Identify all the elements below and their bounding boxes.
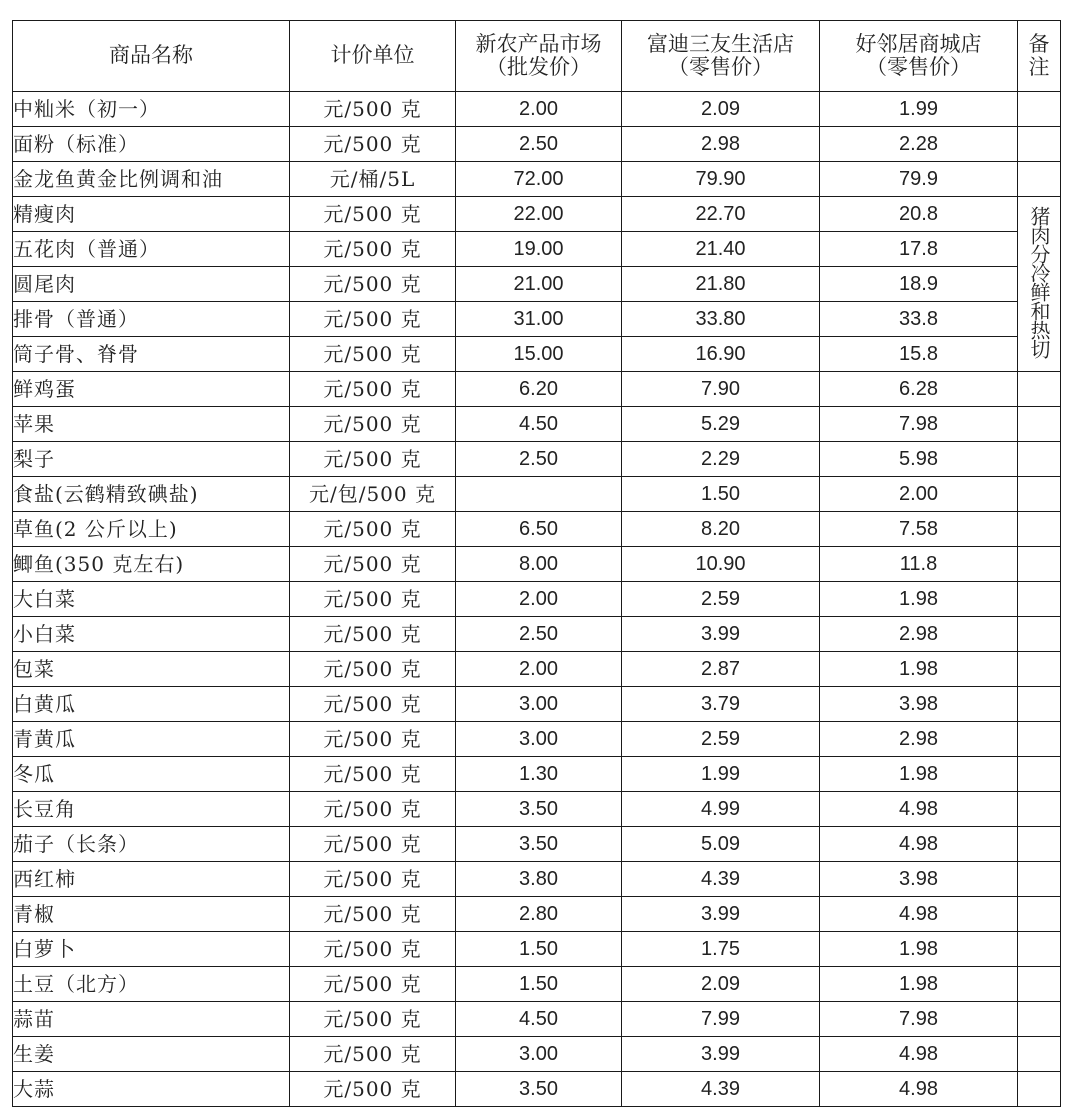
price-haolinju: 7.98 (820, 1002, 1018, 1037)
price-haolinju: 3.98 (820, 687, 1018, 722)
table-row (13, 722, 1061, 757)
item-unit: 元/500 克 (290, 547, 456, 582)
remark-cell (1018, 1002, 1061, 1037)
remark-cell (1018, 1037, 1061, 1072)
price-haolinju: 1.98 (820, 582, 1018, 617)
price-haolinju: 1.98 (820, 932, 1018, 967)
header-row (13, 21, 1061, 92)
remark-cell (1018, 827, 1061, 862)
item-name: 冬瓜 (13, 757, 290, 792)
price-xinnong: 2.50 (456, 617, 622, 652)
item-unit: 元/500 克 (290, 652, 456, 687)
table-row (13, 407, 1061, 442)
item-name: 梨子 (13, 442, 290, 477)
remark-cell (1018, 547, 1061, 582)
remark-cell (1018, 372, 1061, 407)
price-fudi: 3.99 (622, 897, 820, 932)
table-row (13, 197, 1061, 232)
price-xinnong: 6.20 (456, 372, 622, 407)
table-row (13, 267, 1061, 302)
price-fudi: 1.50 (622, 477, 820, 512)
price-table (12, 20, 1061, 1107)
item-name: 包菜 (13, 652, 290, 687)
price-xinnong: 3.00 (456, 722, 622, 757)
table-row (13, 687, 1061, 722)
table-row (13, 512, 1061, 547)
price-fudi: 79.90 (622, 162, 820, 197)
item-unit: 元/500 克 (290, 967, 456, 1002)
price-fudi: 2.87 (622, 652, 820, 687)
price-haolinju: 4.98 (820, 1072, 1018, 1107)
item-unit: 元/500 克 (290, 407, 456, 442)
price-haolinju: 6.28 (820, 372, 1018, 407)
item-unit: 元/500 克 (290, 582, 456, 617)
remark-cell (1018, 442, 1061, 477)
header-market-fudi: 富迪三友生活店 （零售价） (622, 21, 820, 92)
table-row (13, 547, 1061, 582)
item-name: 精瘦肉 (13, 197, 290, 232)
item-name: 白黄瓜 (13, 687, 290, 722)
remark-cell (1018, 1072, 1061, 1107)
table-row (13, 337, 1061, 372)
item-name: 排骨（普通） (13, 302, 290, 337)
price-xinnong: 3.00 (456, 1037, 622, 1072)
table-row (13, 897, 1061, 932)
price-haolinju: 18.9 (820, 267, 1018, 302)
item-name: 鲜鸡蛋 (13, 372, 290, 407)
item-unit: 元/500 克 (290, 792, 456, 827)
price-fudi: 3.79 (622, 687, 820, 722)
price-xinnong: 15.00 (456, 337, 622, 372)
price-haolinju: 5.98 (820, 442, 1018, 477)
table-row (13, 92, 1061, 127)
remark-cell (1018, 722, 1061, 757)
table-row (13, 302, 1061, 337)
price-xinnong: 4.50 (456, 1002, 622, 1037)
price-fudi: 4.39 (622, 1072, 820, 1107)
item-name: 大蒜 (13, 1072, 290, 1107)
remark-cell (1018, 92, 1061, 127)
price-fudi: 1.75 (622, 932, 820, 967)
table-row (13, 862, 1061, 897)
price-haolinju: 11.8 (820, 547, 1018, 582)
remark-pork (1018, 197, 1061, 372)
price-xinnong: 22.00 (456, 197, 622, 232)
price-haolinju: 2.00 (820, 477, 1018, 512)
price-xinnong: 19.00 (456, 232, 622, 267)
price-fudi: 2.09 (622, 92, 820, 127)
header-name: 商品名称 (13, 21, 290, 92)
price-haolinju: 4.98 (820, 897, 1018, 932)
remark-cell (1018, 477, 1061, 512)
item-name: 大白菜 (13, 582, 290, 617)
table-row (13, 127, 1061, 162)
price-xinnong: 2.50 (456, 127, 622, 162)
header-market-haolinju: 好邻居商城店 （零售价） (820, 21, 1018, 92)
price-haolinju: 2.28 (820, 127, 1018, 162)
item-unit: 元/500 克 (290, 302, 456, 337)
remark-cell (1018, 792, 1061, 827)
price-xinnong: 72.00 (456, 162, 622, 197)
price-fudi: 2.29 (622, 442, 820, 477)
price-fudi: 3.99 (622, 617, 820, 652)
table-row (13, 477, 1061, 512)
header-remark: 备 注 (1018, 21, 1061, 92)
price-haolinju: 2.98 (820, 722, 1018, 757)
item-name: 苹果 (13, 407, 290, 442)
price-fudi: 8.20 (622, 512, 820, 547)
item-unit: 元/500 克 (290, 862, 456, 897)
price-xinnong: 3.80 (456, 862, 622, 897)
price-haolinju: 4.98 (820, 792, 1018, 827)
price-fudi: 10.90 (622, 547, 820, 582)
item-name: 草鱼(2 公斤以上) (13, 512, 290, 547)
remark-cell (1018, 582, 1061, 617)
price-xinnong: 3.50 (456, 827, 622, 862)
remark-cell (1018, 162, 1061, 197)
item-unit: 元/500 克 (290, 372, 456, 407)
price-haolinju: 2.98 (820, 617, 1018, 652)
item-unit: 元/500 克 (290, 932, 456, 967)
item-unit: 元/500 克 (290, 92, 456, 127)
item-unit: 元/包/500 克 (290, 477, 456, 512)
price-fudi: 4.39 (622, 862, 820, 897)
price-xinnong: 2.00 (456, 92, 622, 127)
table-row (13, 372, 1061, 407)
price-xinnong: 21.00 (456, 267, 622, 302)
price-table-body (13, 92, 1061, 1107)
price-haolinju: 7.98 (820, 407, 1018, 442)
price-fudi: 16.90 (622, 337, 820, 372)
header-unit: 计价单位 (290, 21, 456, 92)
price-fudi: 5.09 (622, 827, 820, 862)
item-name: 鲫鱼(350 克左右) (13, 547, 290, 582)
item-name: 青椒 (13, 897, 290, 932)
price-fudi: 21.40 (622, 232, 820, 267)
price-fudi: 3.99 (622, 1037, 820, 1072)
table-row (13, 232, 1061, 267)
price-haolinju: 79.9 (820, 162, 1018, 197)
item-unit: 元/500 克 (290, 757, 456, 792)
item-unit: 元/500 克 (290, 687, 456, 722)
price-fudi: 21.80 (622, 267, 820, 302)
price-xinnong: 1.50 (456, 967, 622, 1002)
price-xinnong: 1.30 (456, 757, 622, 792)
remark-cell (1018, 687, 1061, 722)
price-haolinju: 1.99 (820, 92, 1018, 127)
price-xinnong: 2.00 (456, 652, 622, 687)
price-fudi: 1.99 (622, 757, 820, 792)
item-name: 茄子（长条） (13, 827, 290, 862)
item-unit: 元/500 克 (290, 127, 456, 162)
price-xinnong: 3.50 (456, 1072, 622, 1107)
table-row (13, 582, 1061, 617)
price-haolinju: 7.58 (820, 512, 1018, 547)
table-row (13, 967, 1061, 1002)
item-unit: 元/500 克 (290, 897, 456, 932)
remark-pork-text: 猪肉分冷鲜和热切 (1027, 206, 1051, 358)
price-fudi: 7.90 (622, 372, 820, 407)
item-name: 中籼米（初一） (13, 92, 290, 127)
remark-cell (1018, 617, 1061, 652)
price-xinnong (456, 477, 622, 512)
price-haolinju: 33.8 (820, 302, 1018, 337)
price-xinnong: 2.80 (456, 897, 622, 932)
item-name: 长豆角 (13, 792, 290, 827)
price-haolinju: 1.98 (820, 652, 1018, 687)
table-row (13, 1002, 1061, 1037)
price-xinnong: 31.00 (456, 302, 622, 337)
item-name: 食盐(云鹤精致碘盐) (13, 477, 290, 512)
price-haolinju: 1.98 (820, 757, 1018, 792)
table-row (13, 1037, 1061, 1072)
price-haolinju: 20.8 (820, 197, 1018, 232)
remark-cell (1018, 652, 1061, 687)
table-row (13, 932, 1061, 967)
item-unit: 元/500 克 (290, 267, 456, 302)
price-fudi: 2.59 (622, 582, 820, 617)
price-haolinju: 15.8 (820, 337, 1018, 372)
table-row (13, 1072, 1061, 1107)
price-xinnong: 3.50 (456, 792, 622, 827)
item-name: 白萝卜 (13, 932, 290, 967)
item-name: 生姜 (13, 1037, 290, 1072)
item-unit: 元/500 克 (290, 442, 456, 477)
remark-cell (1018, 897, 1061, 932)
item-name: 面粉（标准） (13, 127, 290, 162)
price-haolinju: 4.98 (820, 827, 1018, 862)
item-unit: 元/500 克 (290, 197, 456, 232)
item-unit: 元/500 克 (290, 617, 456, 652)
remark-cell (1018, 407, 1061, 442)
table-row (13, 757, 1061, 792)
table-row (13, 652, 1061, 687)
remark-cell (1018, 127, 1061, 162)
item-name: 圆尾肉 (13, 267, 290, 302)
remark-cell (1018, 967, 1061, 1002)
table-row (13, 442, 1061, 477)
remark-cell (1018, 512, 1061, 547)
header-market-xinnong: 新农产品市场 （批发价） (456, 21, 622, 92)
item-name: 五花肉（普通） (13, 232, 290, 267)
price-haolinju: 17.8 (820, 232, 1018, 267)
item-name: 西红柿 (13, 862, 290, 897)
price-fudi: 2.09 (622, 967, 820, 1002)
price-fudi: 5.29 (622, 407, 820, 442)
table-row (13, 792, 1061, 827)
price-fudi: 7.99 (622, 1002, 820, 1037)
table-row (13, 162, 1061, 197)
price-fudi: 2.59 (622, 722, 820, 757)
price-xinnong: 4.50 (456, 407, 622, 442)
item-unit: 元/桶/5L (290, 162, 456, 197)
price-fudi: 2.98 (622, 127, 820, 162)
item-unit: 元/500 克 (290, 1037, 456, 1072)
remark-cell (1018, 862, 1061, 897)
price-haolinju: 3.98 (820, 862, 1018, 897)
price-fudi: 22.70 (622, 197, 820, 232)
item-name: 小白菜 (13, 617, 290, 652)
table-row (13, 617, 1061, 652)
price-xinnong: 2.50 (456, 442, 622, 477)
item-unit: 元/500 克 (290, 722, 456, 757)
item-name: 筒子骨、脊骨 (13, 337, 290, 372)
item-unit: 元/500 克 (290, 337, 456, 372)
price-xinnong: 8.00 (456, 547, 622, 582)
price-haolinju: 1.98 (820, 967, 1018, 1002)
item-unit: 元/500 克 (290, 232, 456, 267)
item-unit: 元/500 克 (290, 827, 456, 862)
item-name: 土豆（北方） (13, 967, 290, 1002)
price-haolinju: 4.98 (820, 1037, 1018, 1072)
price-fudi: 33.80 (622, 302, 820, 337)
remark-cell (1018, 932, 1061, 967)
item-unit: 元/500 克 (290, 512, 456, 547)
remark-cell (1018, 757, 1061, 792)
item-unit: 元/500 克 (290, 1072, 456, 1107)
price-xinnong: 2.00 (456, 582, 622, 617)
price-xinnong: 1.50 (456, 932, 622, 967)
item-name: 金龙鱼黄金比例调和油 (13, 162, 290, 197)
item-name: 青黄瓜 (13, 722, 290, 757)
table-row (13, 827, 1061, 862)
price-xinnong: 6.50 (456, 512, 622, 547)
price-xinnong: 3.00 (456, 687, 622, 722)
price-fudi: 4.99 (622, 792, 820, 827)
item-unit: 元/500 克 (290, 1002, 456, 1037)
item-name: 蒜苗 (13, 1002, 290, 1037)
